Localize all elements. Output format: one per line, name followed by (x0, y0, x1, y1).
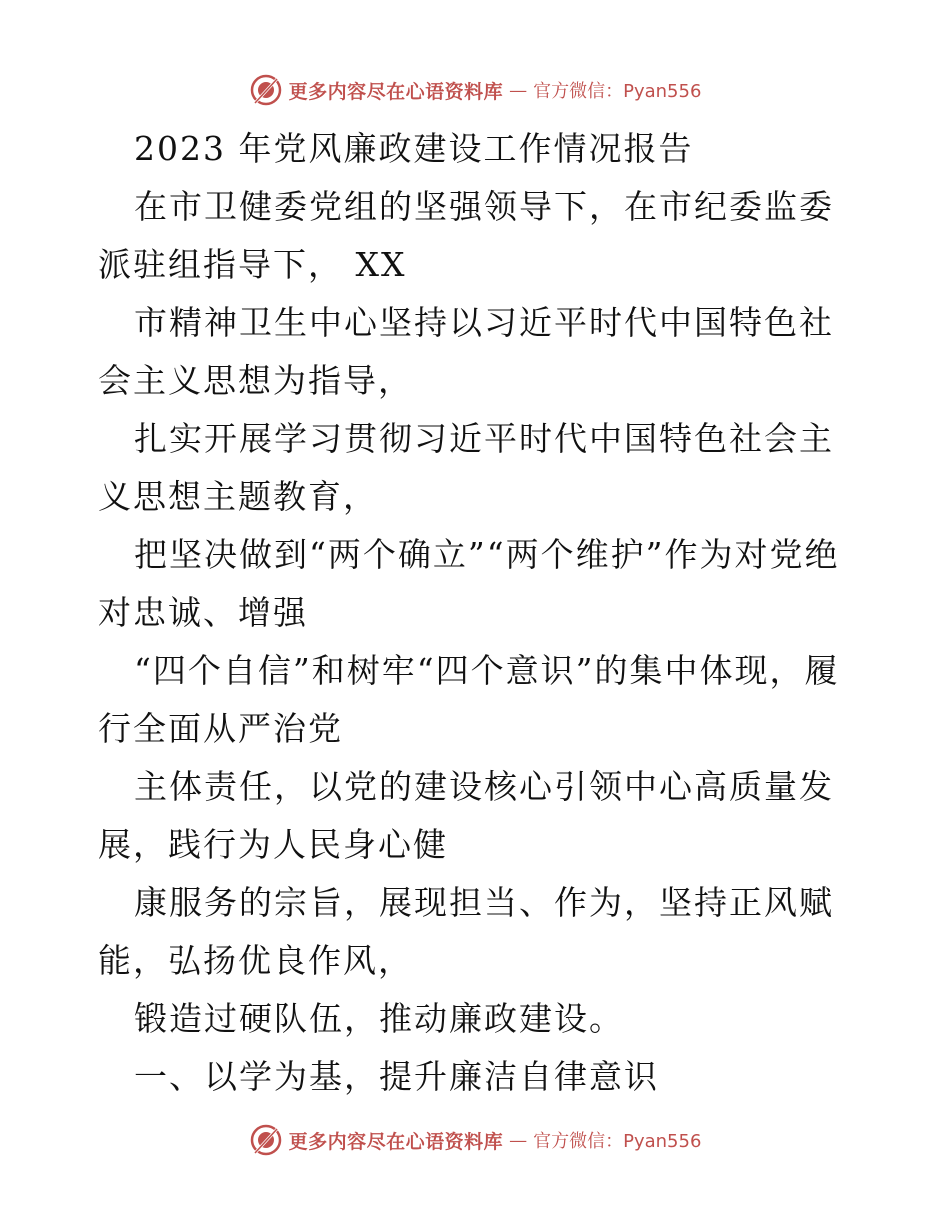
watermark-separator: — (509, 1129, 528, 1151)
paragraph: 把坚决做到“两个确立”“两个维护”作为对党绝对忠诚、增强 (98, 535, 840, 632)
section-heading: 一、以学为基，提升廉洁自律意识 (134, 1057, 659, 1096)
quill-seal-icon (249, 1123, 283, 1157)
document-body (98, 120, 858, 1106)
paragraph: 主体责任，以党的建设核心引领中心高质量发展，践行为人民身心健 (98, 767, 834, 864)
paragraph: 市精神卫生中心坚持以习近平时代中国特色社会主义思想为指导， (98, 303, 834, 400)
watermark-contact: 官方微信：Pyan556 (533, 1131, 702, 1152)
document-title: 2023 年党风廉政建设工作情况报告 (134, 129, 694, 168)
watermark-brand: 更多内容尽在心语资料库 (288, 80, 504, 103)
paragraph: 扎实开展学习贯彻习近平时代中国特色社会主义思想主题教育， (98, 419, 834, 516)
paragraph: 锻造过硬队伍，推动廉政建设。 (134, 999, 624, 1038)
paragraph: 康服务的宗旨，展现担当、作为，坚持正风赋能，弘扬优良作风， (98, 883, 834, 980)
paragraph: “四个自信”和树牢“四个意识”的集中体现，履行全面从严治党 (98, 651, 840, 748)
watermark-contact: 官方微信：Pyan556 (533, 81, 702, 102)
watermark-separator: — (509, 79, 528, 101)
watermark-header (0, 70, 950, 110)
watermark-footer (0, 1120, 950, 1160)
quill-seal-icon (249, 73, 283, 107)
watermark-brand: 更多内容尽在心语资料库 (288, 1130, 504, 1153)
paragraph: 在市卫健委党组的坚强领导下，在市纪委监委派驻组指导下， XX (98, 187, 834, 284)
